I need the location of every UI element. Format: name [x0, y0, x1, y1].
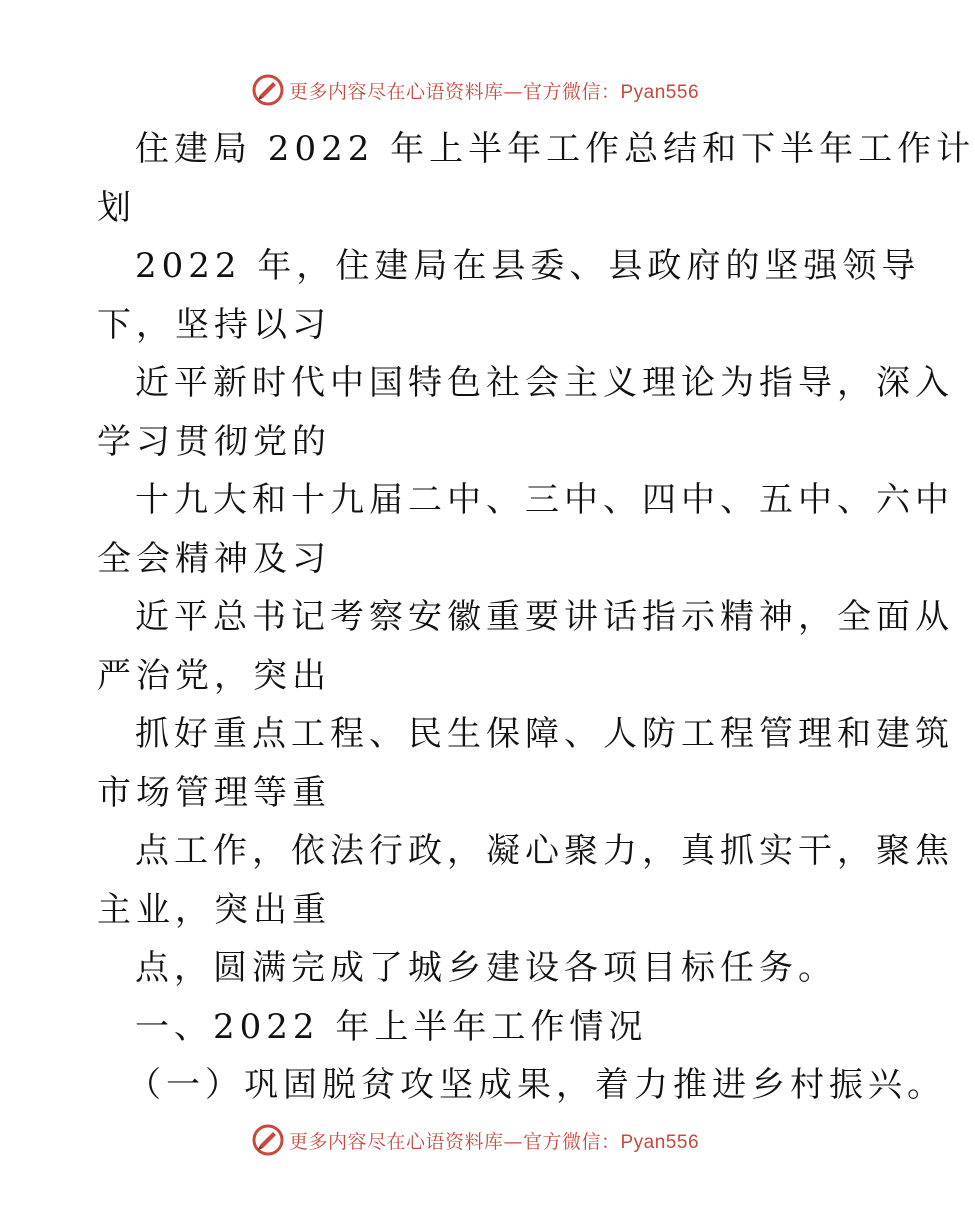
text-line: 十九大和十九届二中、三中、四中、五中、六中 [135, 480, 954, 520]
text-line: 学习贯彻党的 [97, 421, 331, 462]
watermark-banner-top [0, 70, 950, 110]
watermark-wechat-id: Pyan556 [620, 1131, 700, 1153]
text-line: （一）巩固脱贫攻坚成果，着力推进乡村振兴。 [127, 1065, 946, 1105]
text-line: 点，圆满完成了城乡建设各项目标任务。 [135, 948, 837, 988]
text-line: 住建局 2022 年上半年工作总结和下半年工作计 [135, 129, 975, 169]
watermark-banner-bottom [0, 1120, 950, 1160]
text-line: 主业，突出重 [97, 889, 331, 930]
text-line: 2022 年，住建局在县委、县政府的坚强领导 [135, 246, 921, 286]
document-body [97, 120, 975, 1115]
text-line: 下，坚持以习 [97, 304, 331, 345]
text-line: 一、2022 年上半年工作情况 [135, 1006, 648, 1047]
watermark-text: 更多内容尽在心语资料库—官方微信： [288, 80, 621, 103]
text-line: 市场管理等重 [97, 772, 331, 813]
text-line: 抓好重点工程、民生保障、人防工程管理和建筑 [135, 714, 954, 754]
text-line: 严治党，突出 [97, 655, 331, 696]
watermark-text: 更多内容尽在心语资料库—官方微信： [288, 1130, 621, 1153]
text-line: 划 [97, 187, 136, 228]
text-line: 全会精神及习 [97, 538, 331, 579]
red-pen-circle-logo [251, 1123, 285, 1157]
watermark-wechat-id: Pyan556 [620, 81, 700, 103]
red-pen-circle-logo [251, 73, 285, 107]
text-line: 近平总书记考察安徽重要讲话指示精神，全面从 [135, 597, 954, 637]
text-line: 近平新时代中国特色社会主义理论为指导，深入 [135, 363, 954, 403]
text-line: 点工作，依法行政，凝心聚力，真抓实干，聚焦 [135, 831, 954, 871]
